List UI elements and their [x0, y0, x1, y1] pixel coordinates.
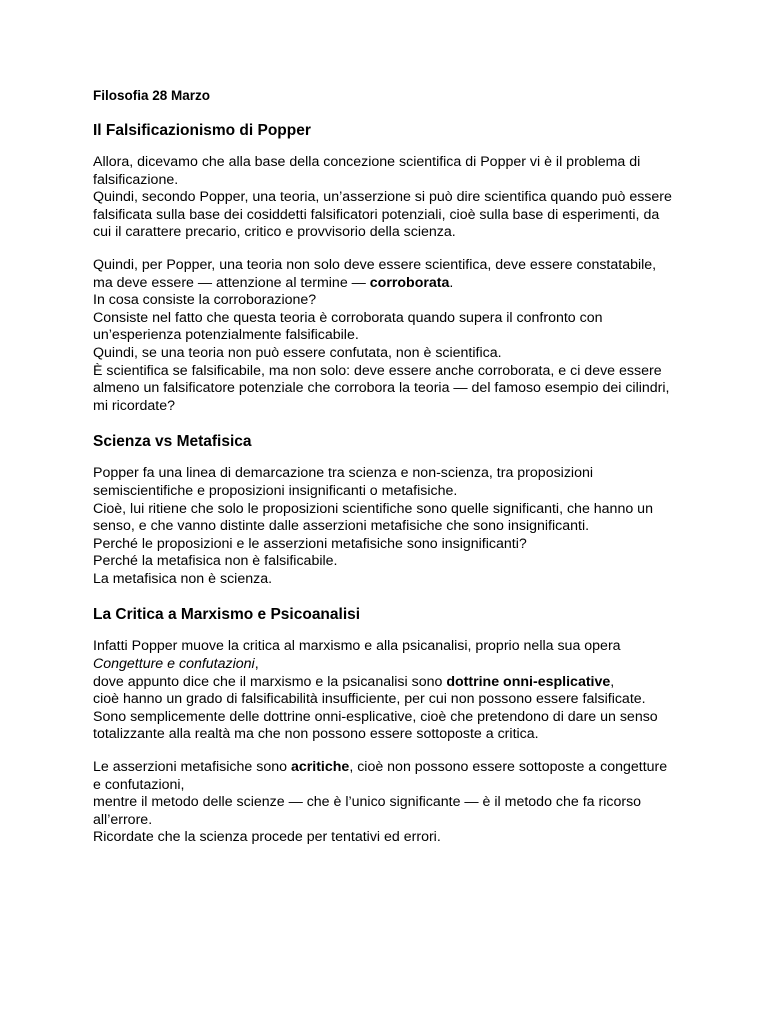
text-run: , cioè non possono essere sottoposte a congetture [349, 759, 668, 776]
paragraph-falsificazione [93, 154, 693, 242]
text-run: dove appunto dice che il marxismo e la psicanalisi sono [93, 673, 447, 690]
text-line: totalizzante alla realtà ma che non possono essere sottoposte a critica. [93, 726, 539, 743]
section-title-falsificazionismo: Il Falsificazionismo di Popper [93, 122, 311, 139]
text-line: Infatti Popper muove la critica al marxismo e alla psicanalisi, proprio nella sua opera [93, 638, 621, 655]
section-title-scienza-vs-metafisica: Scienza vs Metafisica [93, 433, 252, 451]
text-line: Perché le proposizioni e le asserzioni metafisiche sono insignificanti? [93, 535, 527, 552]
text-run: , [610, 673, 615, 690]
text-run: , [254, 656, 259, 673]
text-line: Popper fa una linea di demarcazione tra scienza e non-scienza, tra proposizioni [93, 465, 594, 482]
text-line: Ricordate che la scienza procede per tentativi ed errori. [93, 829, 441, 846]
text-line: Quindi, per Popper, una teoria non solo deve essere scientifica, deve essere constatabile, [93, 256, 657, 273]
document-date-heading: Filosofia 28 Marzo [93, 88, 211, 103]
section-title-critica-marxismo-psicoanalisi: La Critica a Marxismo e Psicoanalisi [93, 606, 361, 624]
text-line: mi ricordate? [93, 397, 176, 414]
bold-term-acritiche: acritiche [290, 759, 350, 776]
italic-book-title: Congetture e confutazioni [93, 656, 255, 673]
text-run: ma deve essere — attenzione al termine — [93, 274, 370, 291]
text-run: Le asserzioni metafisiche sono [93, 759, 291, 776]
text-line: cioè hanno un grado di falsificabilità insufficiente, per cui non possono essere falsificate. [93, 691, 646, 708]
text-line: In cosa consiste la corroborazione? [93, 292, 317, 309]
text-line [93, 275, 693, 293]
text-line: all’errore. [93, 811, 153, 828]
bold-term-dottrine: dottrine onni-esplicative [446, 673, 611, 690]
text-line: semiscientifiche e proposizioni insignificanti o metafisiche. [93, 482, 458, 499]
text-line: almeno un falsificatore potenziale che corrobora la teoria — del famoso esempio dei cilindri, [93, 380, 670, 397]
text-line [93, 656, 693, 674]
text-line: Cioè, lui ritiene che solo le proposizioni scientifiche sono quelle significanti, che hanno un [93, 500, 653, 517]
text-line: Allora, dicevamo che alla base della concezione scientifica di Popper vi è il problema di [93, 154, 641, 170]
text-run: . [449, 274, 454, 291]
text-line: Sono semplicemente delle dottrine onni-esplicative, cioè che pretendono di dare un senso [93, 708, 658, 725]
paragraph-asserzioni-metafisiche [93, 759, 693, 847]
text-line: È scientifica se falsificabile, ma non solo: deve essere anche corroborata, e ci deve essere [93, 362, 662, 379]
text-line: La metafisica non è scienza. [93, 570, 273, 587]
text-line: Quindi, secondo Popper, una teoria, un’asserzione si può dire scientifica quando può essere [93, 189, 672, 206]
paragraph-corroborazione [93, 257, 693, 415]
text-line: cui il carattere precario, critico e provvisorio della scienza. [93, 224, 456, 241]
text-line: falsificata sulla base dei cosiddetti falsificatori potenziali, cioè sulla base di esperimenti, da [93, 206, 660, 223]
text-line: e confutazioni, [93, 776, 185, 793]
text-line [93, 674, 693, 692]
paragraph-demarcazione [93, 465, 693, 588]
text-line: Consiste nel fatto che questa teoria è corroborata quando supera il confronto con [93, 309, 603, 326]
text-line: mentre il metodo delle scienze — che è l’unico significante — è il metodo che fa ricorso [93, 794, 642, 811]
text-line: falsificazione. [93, 171, 179, 188]
paragraph-critica [93, 638, 693, 744]
bold-term-corroborata: corroborata [369, 274, 450, 291]
text-line: Quindi, se una teoria non può essere confutata, non è scientifica. [93, 344, 502, 361]
text-line: senso, e che vanno distinte dalle asserzioni metafisiche che sono insignificanti. [93, 518, 590, 535]
document-page [93, 87, 693, 847]
text-line [93, 759, 693, 777]
text-line: un’esperienza potenzialmente falsificabile. [93, 327, 359, 344]
text-line: Perché la metafisica non è falsificabile. [93, 553, 338, 570]
